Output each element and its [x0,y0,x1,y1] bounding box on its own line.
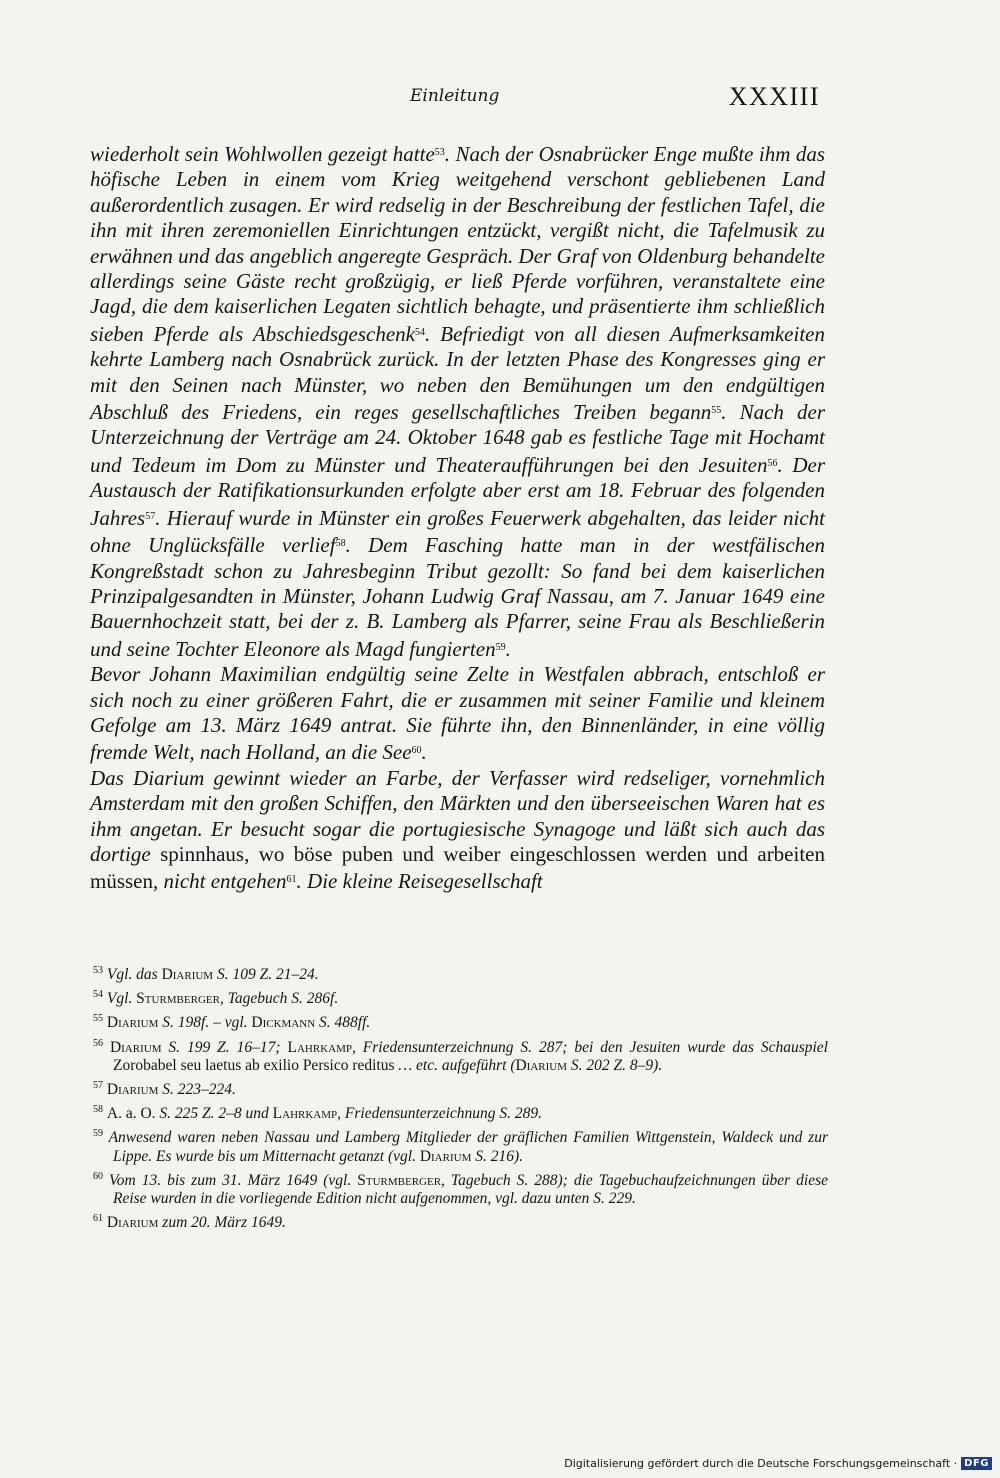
paragraph-2: Bevor Johann Maximilian endgültig seine Zelte in Westfalen abbrach, entschloß er sich noch zu einer größeren Fahrt, die er zusammen mit seiner Familie und kleinem Gefolge am 13. März 1649 antrat. Sie führte ihn, den Binnenländer, in eine völlig fremde Welt, nach Holland, an die See$^{60}$. [90,662,825,765]
footnote-ref-55[interactable]: 55 [711,405,722,417]
footnote-ref-53[interactable]: 53 [434,147,445,158]
footnote-ref-56[interactable]: 56 [767,457,778,469]
paragraph-3: Das Diarium gewinnt wieder an Farbe, der Verfasser wird redseliger, vornehmlich Amsterdam mit den großen Schiffen, den Märkten und den überseeischen Waren hat es ihm angetan. Er besucht sogar die portugiesische Synagoge und läßt sich auch das dortige spinnhaus, wo böse puben und weiber eingeschlossen werden und arbeiten müssen, nicht entgehen$^{61}$. Die kleine Reisegesellschaft [90,765,825,894]
footnote-58: $^{58}$ A. a. O. S. 225 Z. 2–8 und Lahrkamp, Friedensunterzeichnung S. 289. [93,1104,543,1123]
footnote-ref-61[interactable]: 61 [286,874,297,886]
footnote-59: $^{59}$ Anwesend waren neben Nassau und Lamberg Mitglieder der gräflichen Familien Wittgenstein, Waldeck und zur Lippe. Es wurde bis um Mitternacht getanzt (vgl. Diarium S. 216). [93,1128,828,1165]
footnotes [93,962,828,1234]
footnote-ref-57[interactable]: 57 [145,510,156,522]
running-head-title: Einleitung [410,86,500,106]
digitization-credit [564,1457,992,1470]
footnote-54: $^{54}$ Vgl. Sturmberger, Tagebuch S. 286f. [93,989,339,1008]
footnote-57: $^{57}$ Diarium S. 223–224. [93,1080,236,1099]
footnote-ref-59[interactable]: 59 [495,641,506,653]
source-quote: spinnhaus, wo böse puben und weiber eingeschlossen werden und arbeiten müssen, [90,841,825,894]
footnote-ref-54[interactable]: 54 [415,326,426,338]
footnote-56: $^{56}$ Diarium S. 199 Z. 16–17; Lahrkamp, Friedensunterzeichnung S. 287; bei den Jesuiten wurde das Schauspiel Zorobabel seu laetus ab exilio Persico reditus … etc. aufgeführt (Diarium S. 202 Z. 8–9). [93,1037,828,1074]
footnote-ref-58[interactable]: 58 [335,538,346,550]
footnote-55: $^{55}$ Diarium S. 198f. – vgl. Dickmann S. 488ff. [93,1013,371,1032]
footnote-60: $^{60}$ Vom 13. bis zum 31. März 1649 (vgl. Sturmberger, Tagebuch S. 288); die Tagebuchaufzeichnungen über diese Reise wurden in die vorliegende Edition nicht aufgenommen, vgl. dazu unten S. 229. [93,1170,829,1208]
paragraph-1: wiederholt sein Wohlwollen gezeigt hatte$^{53}$. Nach der Osnabrücker Enge mußte ihm das höfische Leben in einem vom Krieg weitgehend verschont gebliebenen Land außerordentlich zusagen. Er wird redselig in der Beschreibung der festlichen Tafel, die ihn mit ihren zeremoniellen Einrichtungen entzückt, vergißt nicht, die Tafelmusik zu erwähnen und das angeblich angeregte Gespräch. Der Graf von Oldenburg behandelte allerdings seine Gäste recht großzügig, er ließ Pferde vorführen, veranstaltete eine Jagd, die dem kaiserlichen Legaten sichtlich behagte, und präsentierte ihm schließlich sieben Pferde als Abschiedsgeschenk$^{54}$. Befriedigt von all diesen Aufmerksamkeiten kehrte Lamberg nach Osnabrück zurück. In der letzten Phase des Kongresses ging er mit den Seinen nach Münster, wo neben den Bemühungen um den endgültigen Abschluß des Friedens, ein reges gesellschaftliches Treiben begann$^{55}$. Nach der Unterzeichnung der Verträge am 24. Oktober 1648 gab es festliche Tage mit Hochamt und Tedeum im Dom zu Münster und Theateraufführungen bei den Jesuiten$^{56}$. Der Austausch der Ratifikationsurkunden erfolgte aber erst am 18. Februar des folgenden Jahres$^{57}$. Hierauf wurde in Münster ein großes Feuerwerk abgehalten, das leider nicht ohne Unglücksfälle verlief$^{58}$. Dem Fasching hatte man in der westfälischen Kongreßstadt schon zu Jahresbeginn Tribut gezollt: So fand bei dem kaiserlichen Prinzipalgesandten in Münster, Johann Ludwig Graf Nassau, am 7. Januar 1649 eine Bauernhochzeit statt, bei der z. B. Lamberg als Pfarrer, seine Frau als Beschließerin und seine Tochter Eleonore als Magd fungierten$^{59}$. [90,142,826,661]
dfg-logo-icon[interactable]: DFG [961,1457,992,1470]
page-number: XXXIII [728,82,820,111]
body-text [90,140,825,895]
footnote-61: $^{61}$ Diarium zum 20. März 1649. [93,1213,286,1232]
credit-text: Digitalisierung gefördert durch die Deutsche Forschungsgemeinschaft · [564,1457,958,1470]
footnote-53: $^{53}$ Vgl. das Diarium S. 109 Z. 21–24. [93,965,319,983]
footnote-ref-60[interactable]: 60 [411,745,422,757]
